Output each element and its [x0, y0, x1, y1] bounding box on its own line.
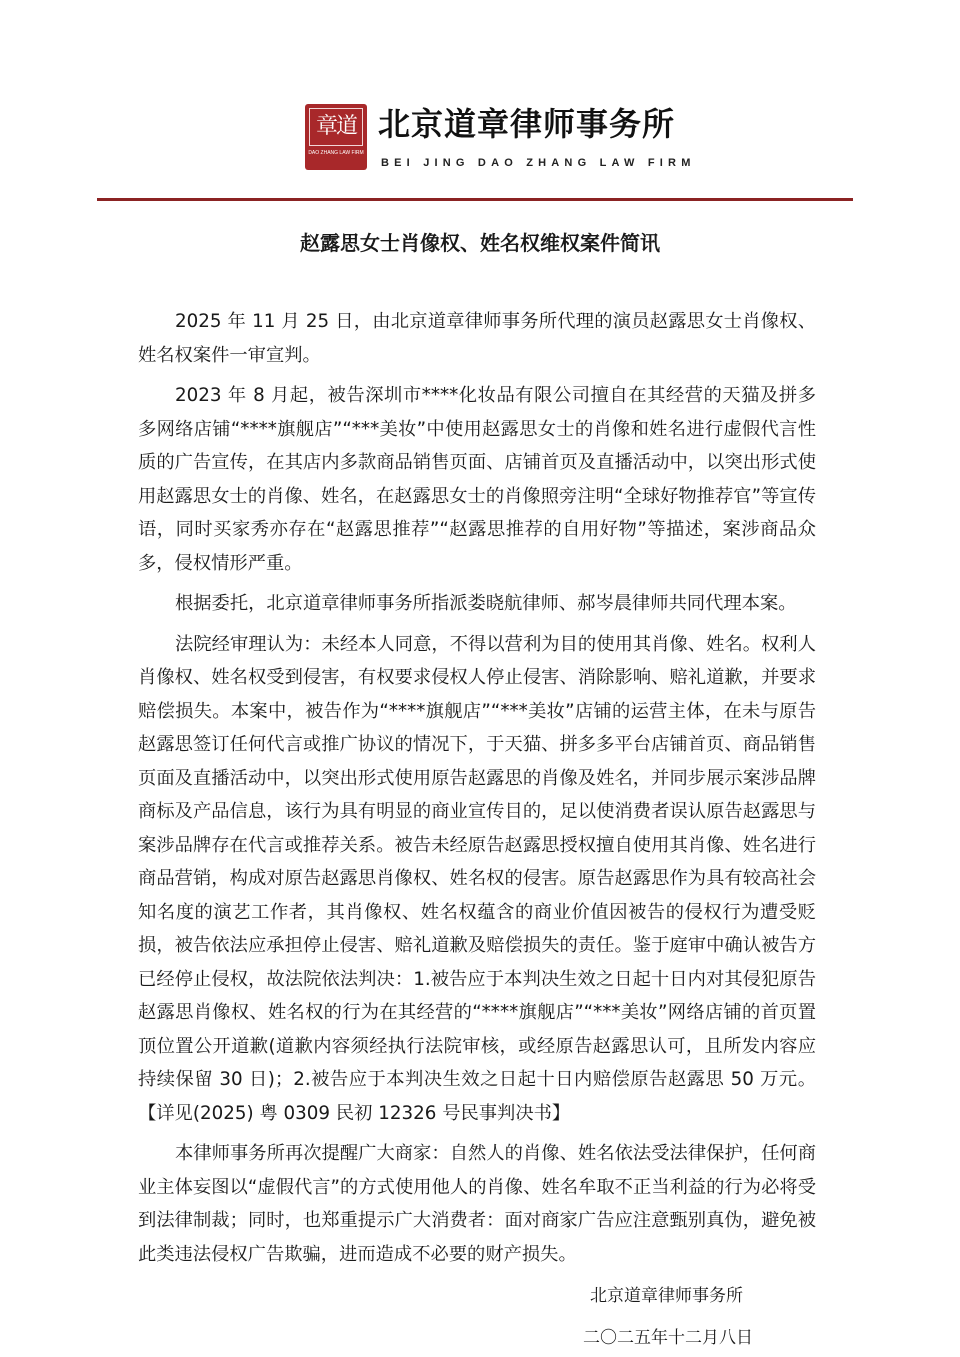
firm-name-cn: 北京道章律师事务所 [378, 105, 676, 143]
document-body [138, 305, 816, 1353]
header-divider [97, 198, 853, 201]
signature: 北京道章律师事务所 [590, 1286, 743, 1306]
document-title: 赵露思女士肖像权、姓名权维权案件简讯 [300, 231, 660, 255]
firm-name-en: BEI JING DAO ZHANG LAW FIRM [381, 157, 696, 169]
seal-text: 章道 [309, 108, 363, 146]
seal-subtext: DAO ZHANG LAW FIRM [308, 150, 364, 156]
paragraph: 本律师事务所再次提醒广大商家：自然人的肖像、姓名依法受法律保护，任何商业主体妄图以“虚假代言”的方式使用他人的肖像、姓名牟取不正当利益的行为必将受到法律制裁；同时，也郑重提示广大消费者：面对商家广告应注意甄别真伪，避免被此类违法侵权广告欺骗，进而造成不必要的财产损失。 [138, 1143, 816, 1265]
paragraph: 根据委托，北京道章律师事务所指派娄晓航律师、郝岑晨律师共同代理本案。 [175, 593, 797, 614]
document-date: 二〇二五年十二月八日 [583, 1328, 753, 1348]
paragraph: 法院经审理认为：未经本人同意，不得以营利为目的使用其肖像、姓名。权利人肖像权、姓名权受到侵害，有权要求侵权人停止侵害、消除影响、赔礼道歉，并要求赔偿损失。本案中，被告作为“****旗舰店”“***美妆”店铺的运营主体，在未与原告赵露思签订任何代言或推广协议的情况下，于天猫、拼多多平台店铺首页、商品销售页面及直播活动中，以突出形式使用原告赵露思的肖像及姓名，并同步展示案涉品牌商标及产品信息，该行为具有明显的商业宣传目的，足以使消费者误认原告赵露思与案涉品牌存在代言或推荐关系。被告未经原告赵露思授权擅自使用其肖像、姓名进行商品营销，构成对原告赵露思肖像权、姓名权的侵害。原告赵露思作为具有较高社会知名度的演艺工作者，其肖像权、姓名权蕴含的商业价值因被告的侵权行为遭受贬损，被告依法应承担停止侵害、赔礼道歉及赔偿损失的责任。鉴于庭审中确认被告方已经停止侵权，故法院依法判决：1.被告应于本判决生效之日起十日内对其侵犯原告赵露思肖像权、姓名权的行为在其经营的“****旗舰店”“***美妆”网络店铺的首页置顶位置公开道歉(道歉内容须经执行法院审核，或经原告赵露思认可，且所发内容应持续保留 30 日)；2.被告应于本判决生效之日起十日内赔偿原告赵露思 50 万元。【详见(2025) 粤 0309 民初 12326 号民事判决书】 [138, 633, 816, 1124]
paragraph: 2025 年 11 月 25 日，由北京道章律师事务所代理的演员赵露思女士肖像权、姓名权案件一审宣判。 [138, 311, 816, 366]
seal-logo [305, 104, 367, 170]
paragraph: 2023 年 8 月起，被告深圳市****化妆品有限公司擅自在其经营的天猫及拼多多网络店铺“****旗舰店”“***美妆”中使用赵露思女士的肖像和姓名进行虚假代言性质的广告宣传，在其店内多款商品销售页面、店铺首页及直播活动中，以突出形式使用赵露思女士的肖像、姓名，在赵露思女士的肖像照旁注明“全球好物推荐官”等宣传语，同时买家秀亦存在“赵露思推荐”“赵露思推荐的自用好物”等描述，案涉商品众多，侵权情形严重。 [138, 385, 816, 574]
